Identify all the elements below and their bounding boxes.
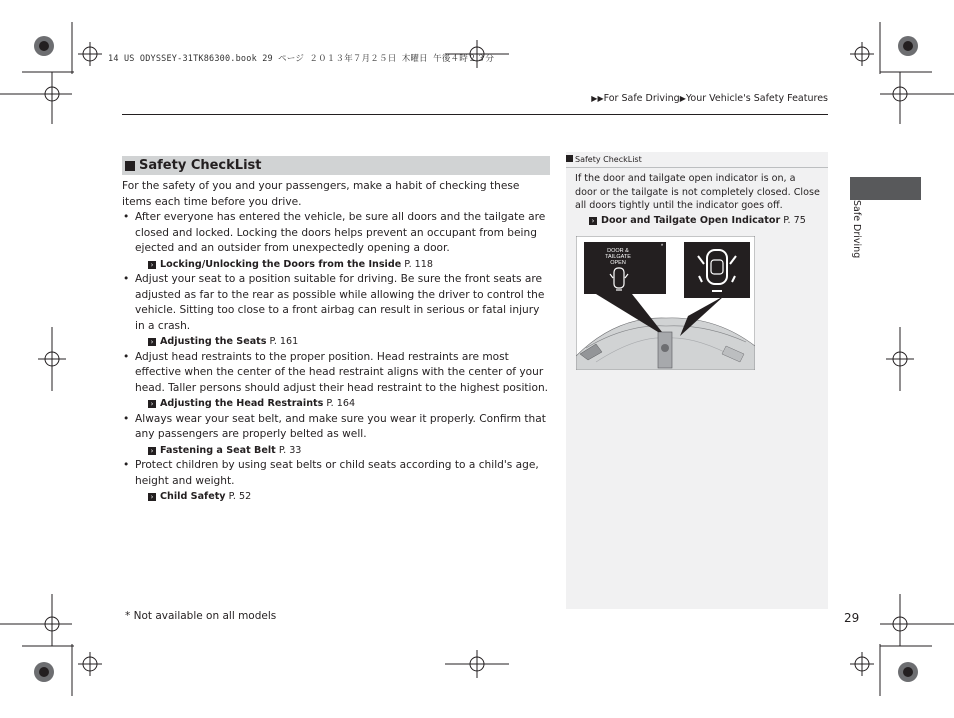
checklist-item: • Adjust your seat to a position suitable for driving. Be sure the front seats are adjusted as far to the rear as possible while allowing the driver to control the vehicle. Sitting too close to a front airbag can result in serious or fatal injury in a crash. xyxy=(122,272,552,334)
checklist-item: • Always wear your seat belt, and make sure you wear it properly. Confirm that any passengers are properly belted as well. xyxy=(122,412,552,443)
note-marker-icon xyxy=(566,155,573,162)
section-square-icon xyxy=(125,161,135,171)
svg-text:TAILGATE: TAILGATE xyxy=(605,254,631,260)
cross-reference[interactable]: › Child Safety P. 52 xyxy=(122,489,552,505)
svg-text:OPEN: OPEN xyxy=(610,260,626,266)
page-number: 29 xyxy=(844,611,860,625)
svg-text:DOOR &: DOOR & xyxy=(607,248,629,254)
cross-reference[interactable]: › Adjusting the Seats P. 161 xyxy=(122,334,552,350)
breadcrumb-arrow-icon: ▶ xyxy=(679,94,686,103)
cross-reference[interactable]: › Fastening a Seat Belt P. 33 xyxy=(122,443,552,459)
section-tab xyxy=(850,177,921,200)
header-rule xyxy=(122,114,828,115)
print-header: 14 US ODYSSEY-31TK86300.book 29 ページ ２０１３年７月２５日 木曜日 午後４時２３分 xyxy=(108,54,495,64)
footnote: * Not available on all models xyxy=(125,610,277,622)
xref-arrow-icon: › xyxy=(148,400,156,408)
xref-arrow-icon: › xyxy=(148,261,156,269)
side-note-body xyxy=(575,172,820,228)
breadcrumb-arrow-icon: ▶▶ xyxy=(591,94,604,103)
intro-text: For the safety of you and your passengers, make a habit of checking these items each time before you drive. xyxy=(122,180,520,208)
checklist-item: • After everyone has entered the vehicle, be sure all doors and the tailgate are closed and locked. Locking the doors helps prevent an occupant from being ejected and an outsider from unexpectedly opening a door. xyxy=(122,210,552,257)
side-note-text: If the door and tailgate open indicator is on, a door or the tailgate is not completely closed. Close all doors tightly until the indicator goes off. xyxy=(575,173,820,211)
cross-reference[interactable]: › Locking/Unlocking the Doors from the Inside P. 118 xyxy=(122,257,552,273)
side-note-title: Safety CheckList xyxy=(566,155,828,168)
svg-text:*: * xyxy=(660,244,664,250)
xref-arrow-icon: › xyxy=(148,338,156,346)
checklist-item: • Protect children by using seat belts or child seats according to a child's age, height and weight. xyxy=(122,458,552,489)
xref-arrow-icon: › xyxy=(148,493,156,501)
cross-reference[interactable]: › Adjusting the Head Restraints P. 164 xyxy=(122,396,552,412)
section-tab-label: Safe Driving xyxy=(851,200,862,259)
breadcrumb-part1[interactable]: For Safe Driving xyxy=(603,93,680,104)
section-header xyxy=(122,156,550,175)
breadcrumb-part2[interactable]: Your Vehicle's Safety Features xyxy=(685,93,828,104)
main-content xyxy=(122,179,552,505)
breadcrumb xyxy=(591,93,828,104)
section-title: Safety CheckList xyxy=(139,158,262,173)
xref-arrow-icon: › xyxy=(589,217,597,225)
xref-arrow-icon: › xyxy=(148,447,156,455)
checklist-item: • Adjust head restraints to the proper position. Head restraints are most effective when the center of the head restraint aligns with the center of your head. Taller persons should adjust their head restraint to the highest position. xyxy=(122,350,552,397)
cross-reference[interactable]: › Door and Tailgate Open Indicator P. 75 xyxy=(575,213,820,229)
dashboard-illustration xyxy=(576,236,755,370)
